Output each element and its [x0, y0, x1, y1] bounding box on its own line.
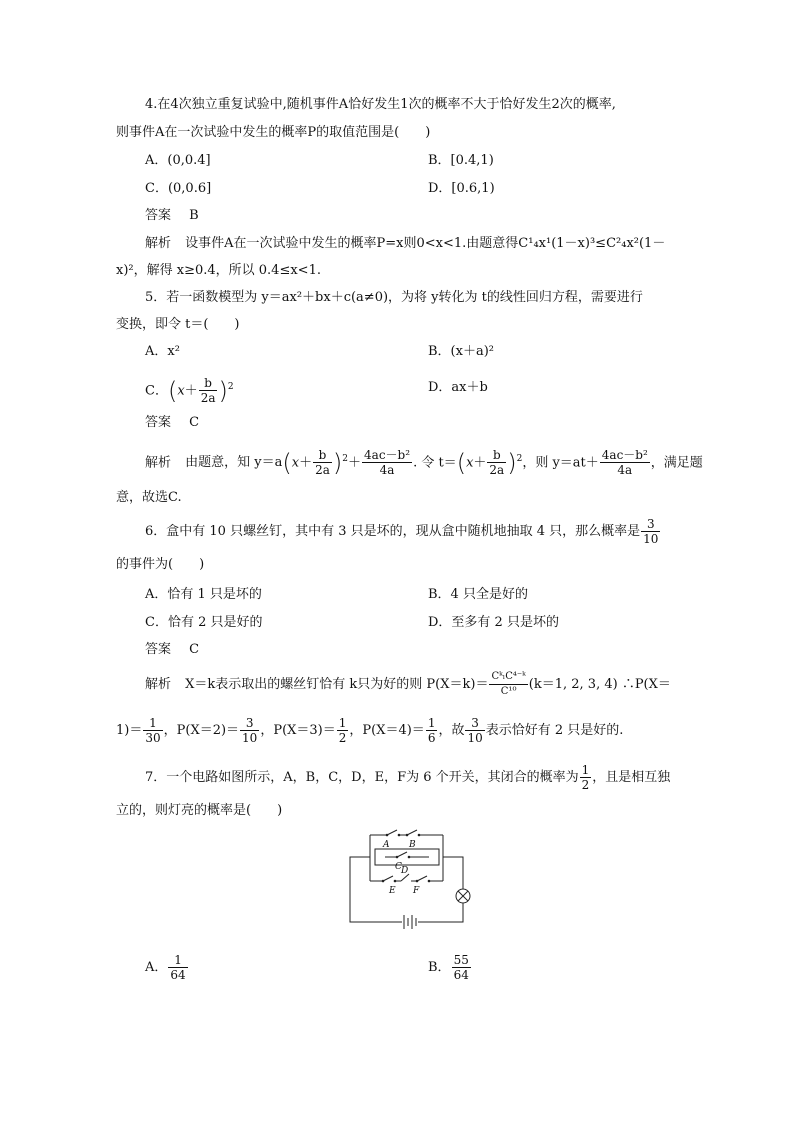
- q5-option-c: C．(x＋ $\frac{b}{2a}$ )$^2$: [145, 376, 234, 406]
- q7-stem-line2: 立的，则灯亮的概率是( ): [116, 803, 283, 818]
- q4-stem-line2: 则事件A在一次试验中发生的概率P的取值范围是( ): [116, 125, 431, 140]
- label-d: D: [401, 866, 409, 876]
- switch-b: [407, 830, 417, 835]
- fraction: $\frac{3}{10}$: [643, 517, 659, 546]
- answer-value: B: [189, 208, 199, 223]
- switch-e: [383, 876, 393, 881]
- q6-answer: [145, 641, 199, 659]
- q6-analysis-line2: 1)＝ $\frac{1}{30}$ ，P(X＝2)＝ $\frac{3}{10}$ ，P(X＝3)＝ $\frac{1}{2}$ ，P(X＝4)＝ $\frac{1}{6}$ ，故 $\frac{3}{10}$ 表示恰好有 2 只是好的.: [116, 716, 624, 745]
- answer-label: 答案: [145, 208, 172, 223]
- answer-value: C: [189, 415, 200, 430]
- switch-a: [387, 830, 397, 835]
- analysis-label: 解析: [145, 677, 172, 692]
- analysis-text: 设事件A在一次试验中发生的概率P=x则0<x<1.由题意得C¹₄x¹(1－x)³≤C²₄x²(1－: [185, 236, 666, 251]
- q6-stem-line2: 的事件为( ): [116, 557, 205, 572]
- q5-analysis-line1: 解析 由题意，知 y＝a(x＋ $\frac{b}{2a}$ )$^2$＋ $\frac{\text{4ac－b²}}{4a}$ . 令 t＝(x＋ $\frac{b}{2a}$ )$^2$，则 y＝at＋ $\frac{\text{4ac－b²}}{4a}$ ，满足题: [145, 448, 703, 478]
- q5-analysis-line2: 意，故选C.: [116, 490, 182, 505]
- analysis-label: 解析: [145, 236, 172, 251]
- q6-option-b: B．4 只全是好的: [428, 587, 528, 602]
- q4-option-d: D．[0.6,1): [428, 181, 495, 196]
- q6-stem-line1: 6．盒中有 10 只螺丝钉，其中有 3 只是坏的，现从盒中随机地抽取 4 只，那么概率是 $\frac{3}{10}$: [145, 517, 659, 546]
- label-f: F: [413, 886, 420, 896]
- label-c: C: [395, 862, 402, 872]
- q6-option-a: A．恰有 1 只是坏的: [145, 587, 262, 602]
- q5-option-d: D．ax＋b: [428, 380, 488, 395]
- q5-stem-line1: 5．若一函数模型为 y＝ax²＋bx＋c(a≠0)，为将 y转化为 t的线性回归方程，需要进行: [145, 290, 643, 305]
- q7-option-b: B． $\frac{55}{64}$: [428, 953, 469, 982]
- q5-option-a: A．x²: [145, 344, 180, 359]
- q4-analysis-line2: x)²，解得 x≥0.4，所以 0.4≤x<1.: [116, 263, 321, 278]
- q7-stem-line1: 7．一个电路如图所示，A，B，C，D，E，F为 6 个开关，其闭合的概率为 $\frac{1}{2}$ ，且是相互独: [145, 763, 671, 792]
- answer-label: 答案: [145, 415, 172, 430]
- wire-right-top: [443, 857, 463, 889]
- q6-analysis-line1: 解析 X＝k表示取出的螺丝钉恰有 k只为好的则 P(X＝k)＝ $\frac{\text{CᵏₗC⁴⁻ᵏ}}{\text{C¹⁰}}$ (k＝1, 2, 3, 4) ∴P(X＝: [145, 671, 671, 697]
- wire-right-bottom: [418, 903, 463, 922]
- q4-option-c: C．(0,0.6]: [145, 181, 212, 196]
- q6-option-c: C．恰有 2 只是好的: [145, 615, 263, 630]
- label-b: B: [409, 840, 416, 850]
- switch-f: [417, 876, 427, 881]
- q4-option-a: A．(0,0.4]: [145, 153, 211, 168]
- q6-option-d: D．至多有 2 只是坏的: [428, 615, 559, 630]
- label-e: E: [389, 886, 396, 896]
- q4-stem-line1: 4.在4次独立重复试验中,随机事件A恰好发生1次的概率不大于恰好发生2次的概率,: [145, 97, 616, 112]
- q4-analysis-line1: [145, 235, 665, 253]
- q5-option-b: B．(x＋a)²: [428, 344, 494, 359]
- q5-stem-line2: 变换，即令 t＝( ): [116, 317, 240, 332]
- q4-answer: [145, 207, 199, 225]
- label-a: A: [383, 840, 390, 850]
- fraction: $\frac{b}{2a}$: [200, 376, 216, 406]
- analysis-label: 解析: [145, 455, 172, 471]
- q5-answer: [145, 414, 199, 432]
- switch-c: [397, 852, 407, 857]
- circuit-diagram: [345, 827, 475, 939]
- q4-option-b: B．[0.4,1): [428, 153, 494, 168]
- answer-label: 答案: [145, 642, 172, 657]
- option-c-prefix: C．: [145, 383, 168, 399]
- q7-option-a: A． $\frac{1}{64}$: [145, 953, 186, 982]
- answer-value: C: [189, 642, 200, 657]
